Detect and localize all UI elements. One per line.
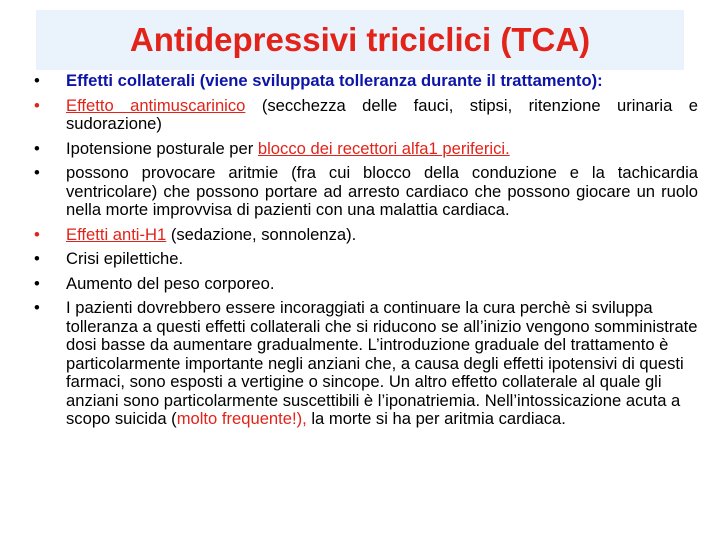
link-antimuscarinic[interactable]: Effetto antimuscarinico <box>66 95 246 115</box>
bullet-item <box>32 275 698 294</box>
bullet-text: Crisi epilettiche. <box>66 249 184 268</box>
bullet-item <box>32 140 698 159</box>
bullet-marker: • <box>34 71 40 90</box>
bullet-item <box>32 226 698 245</box>
bullet-item <box>32 164 698 220</box>
slide-title: Antidepressivi triciclici (TCA) <box>129 21 591 58</box>
bullet-marker: • <box>34 273 40 293</box>
bullet-item <box>32 97 698 134</box>
bullet-text: (secchezza delle fauci, stipsi, ritenzione urinaria e sudorazione) <box>66 95 698 133</box>
bullet-marker: • <box>34 298 40 317</box>
bullet-text: Effetti collaterali (viene sviluppata tolleranza durante il trattamento): <box>66 71 603 90</box>
bullet-marker: • <box>34 224 40 244</box>
bullet-text: Ipotensione posturale per <box>66 138 258 158</box>
link-anti-h1[interactable]: Effetti anti-H1 <box>66 224 167 244</box>
bullet-marker: • <box>34 138 40 158</box>
bullet-text: I pazienti dovrebbero essere incoraggiati a continuare la cura perchè si sviluppa tolleranza a questi effetti collaterali che si riducono se all’inizio vengono somministrate dosi basse da aumentare gradualmente. L’introduzione graduale del trattamento è particolarmente importante negli anziani che, a causa degli effetti ipotensivi di questi farmaci, sono esposti a vertigine o sincope. Un altro effetto collaterale al quale gli anziani sono particolarmente suscettibili è l’iponatriemia. Nell’intossicazione acuta a scopo suicida ( <box>66 298 698 428</box>
bullet-text-tail: la morte si ha per aritmia cardiaca. <box>306 409 566 428</box>
bullet-list <box>32 72 698 435</box>
bullet-text: possono provocare aritmie (fra cui blocco della conduzione e la tachicardia ventricolare) che possono portare ad arresto cardiaco che possono giocare un ruolo nella morte improvvisa di pazienti con una malattia cardiaca. <box>66 163 698 219</box>
highlight-text: molto frequente!), <box>176 409 307 428</box>
bullet-text: (sedazione, sonnolenza). <box>166 224 357 244</box>
bullet-marker: • <box>34 163 40 182</box>
bullet-item <box>32 250 698 269</box>
link-alpha1-block[interactable]: blocco dei recettori alfa1 periferici. <box>257 138 510 158</box>
bullet-marker: • <box>34 95 40 115</box>
bullet-marker: • <box>34 249 40 268</box>
bullet-text: Aumento del peso corporeo. <box>66 273 275 293</box>
bullet-item <box>32 72 698 91</box>
bullet-item <box>32 299 698 429</box>
